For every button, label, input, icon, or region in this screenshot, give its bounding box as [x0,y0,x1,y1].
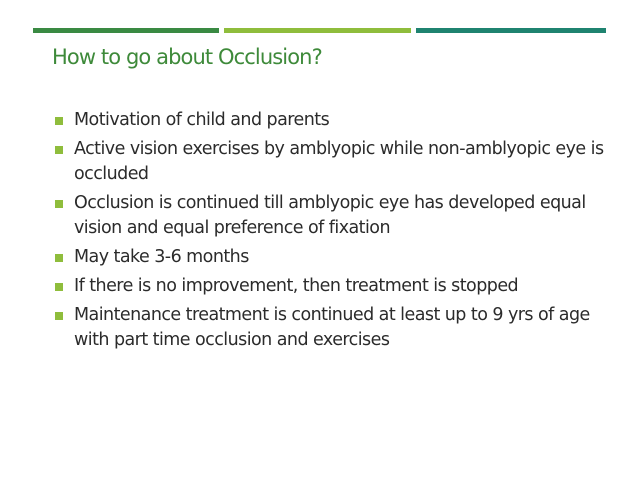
bullet-text: Active vision exercises by amblyopic while non-amblyopic eye is occluded [74,139,604,184]
bullet-item [55,245,605,270]
bullet-item [55,303,605,353]
square-bullet-icon [55,312,63,320]
bullet-text: Maintenance treatment is continued at least up to 9 yrs of age with part time occlusion and exercises [74,305,590,350]
square-bullet-icon [55,254,63,262]
square-bullet-icon [55,283,63,291]
bullet-text: May take 3-6 months [74,247,249,267]
bullet-text: Occlusion is continued till amblyopic eye has developed equal vision and equal preference of fixation [74,193,586,238]
square-bullet-icon [55,200,63,208]
square-bullet-icon [55,117,63,125]
square-bullet-icon [55,146,63,154]
bullet-item [55,191,605,241]
accent-bar-light-green [224,28,411,33]
bullet-list [55,108,605,357]
bullet-item [55,108,605,133]
bullet-text: If there is no improvement, then treatment is stopped [74,276,519,296]
bullet-item [55,137,605,187]
bullet-item [55,274,605,299]
slide-title: How to go about Occlusion? [52,45,322,69]
accent-bar-teal [416,28,606,33]
accent-bar-dark-green [33,28,219,33]
bullet-text: Motivation of child and parents [74,110,330,130]
